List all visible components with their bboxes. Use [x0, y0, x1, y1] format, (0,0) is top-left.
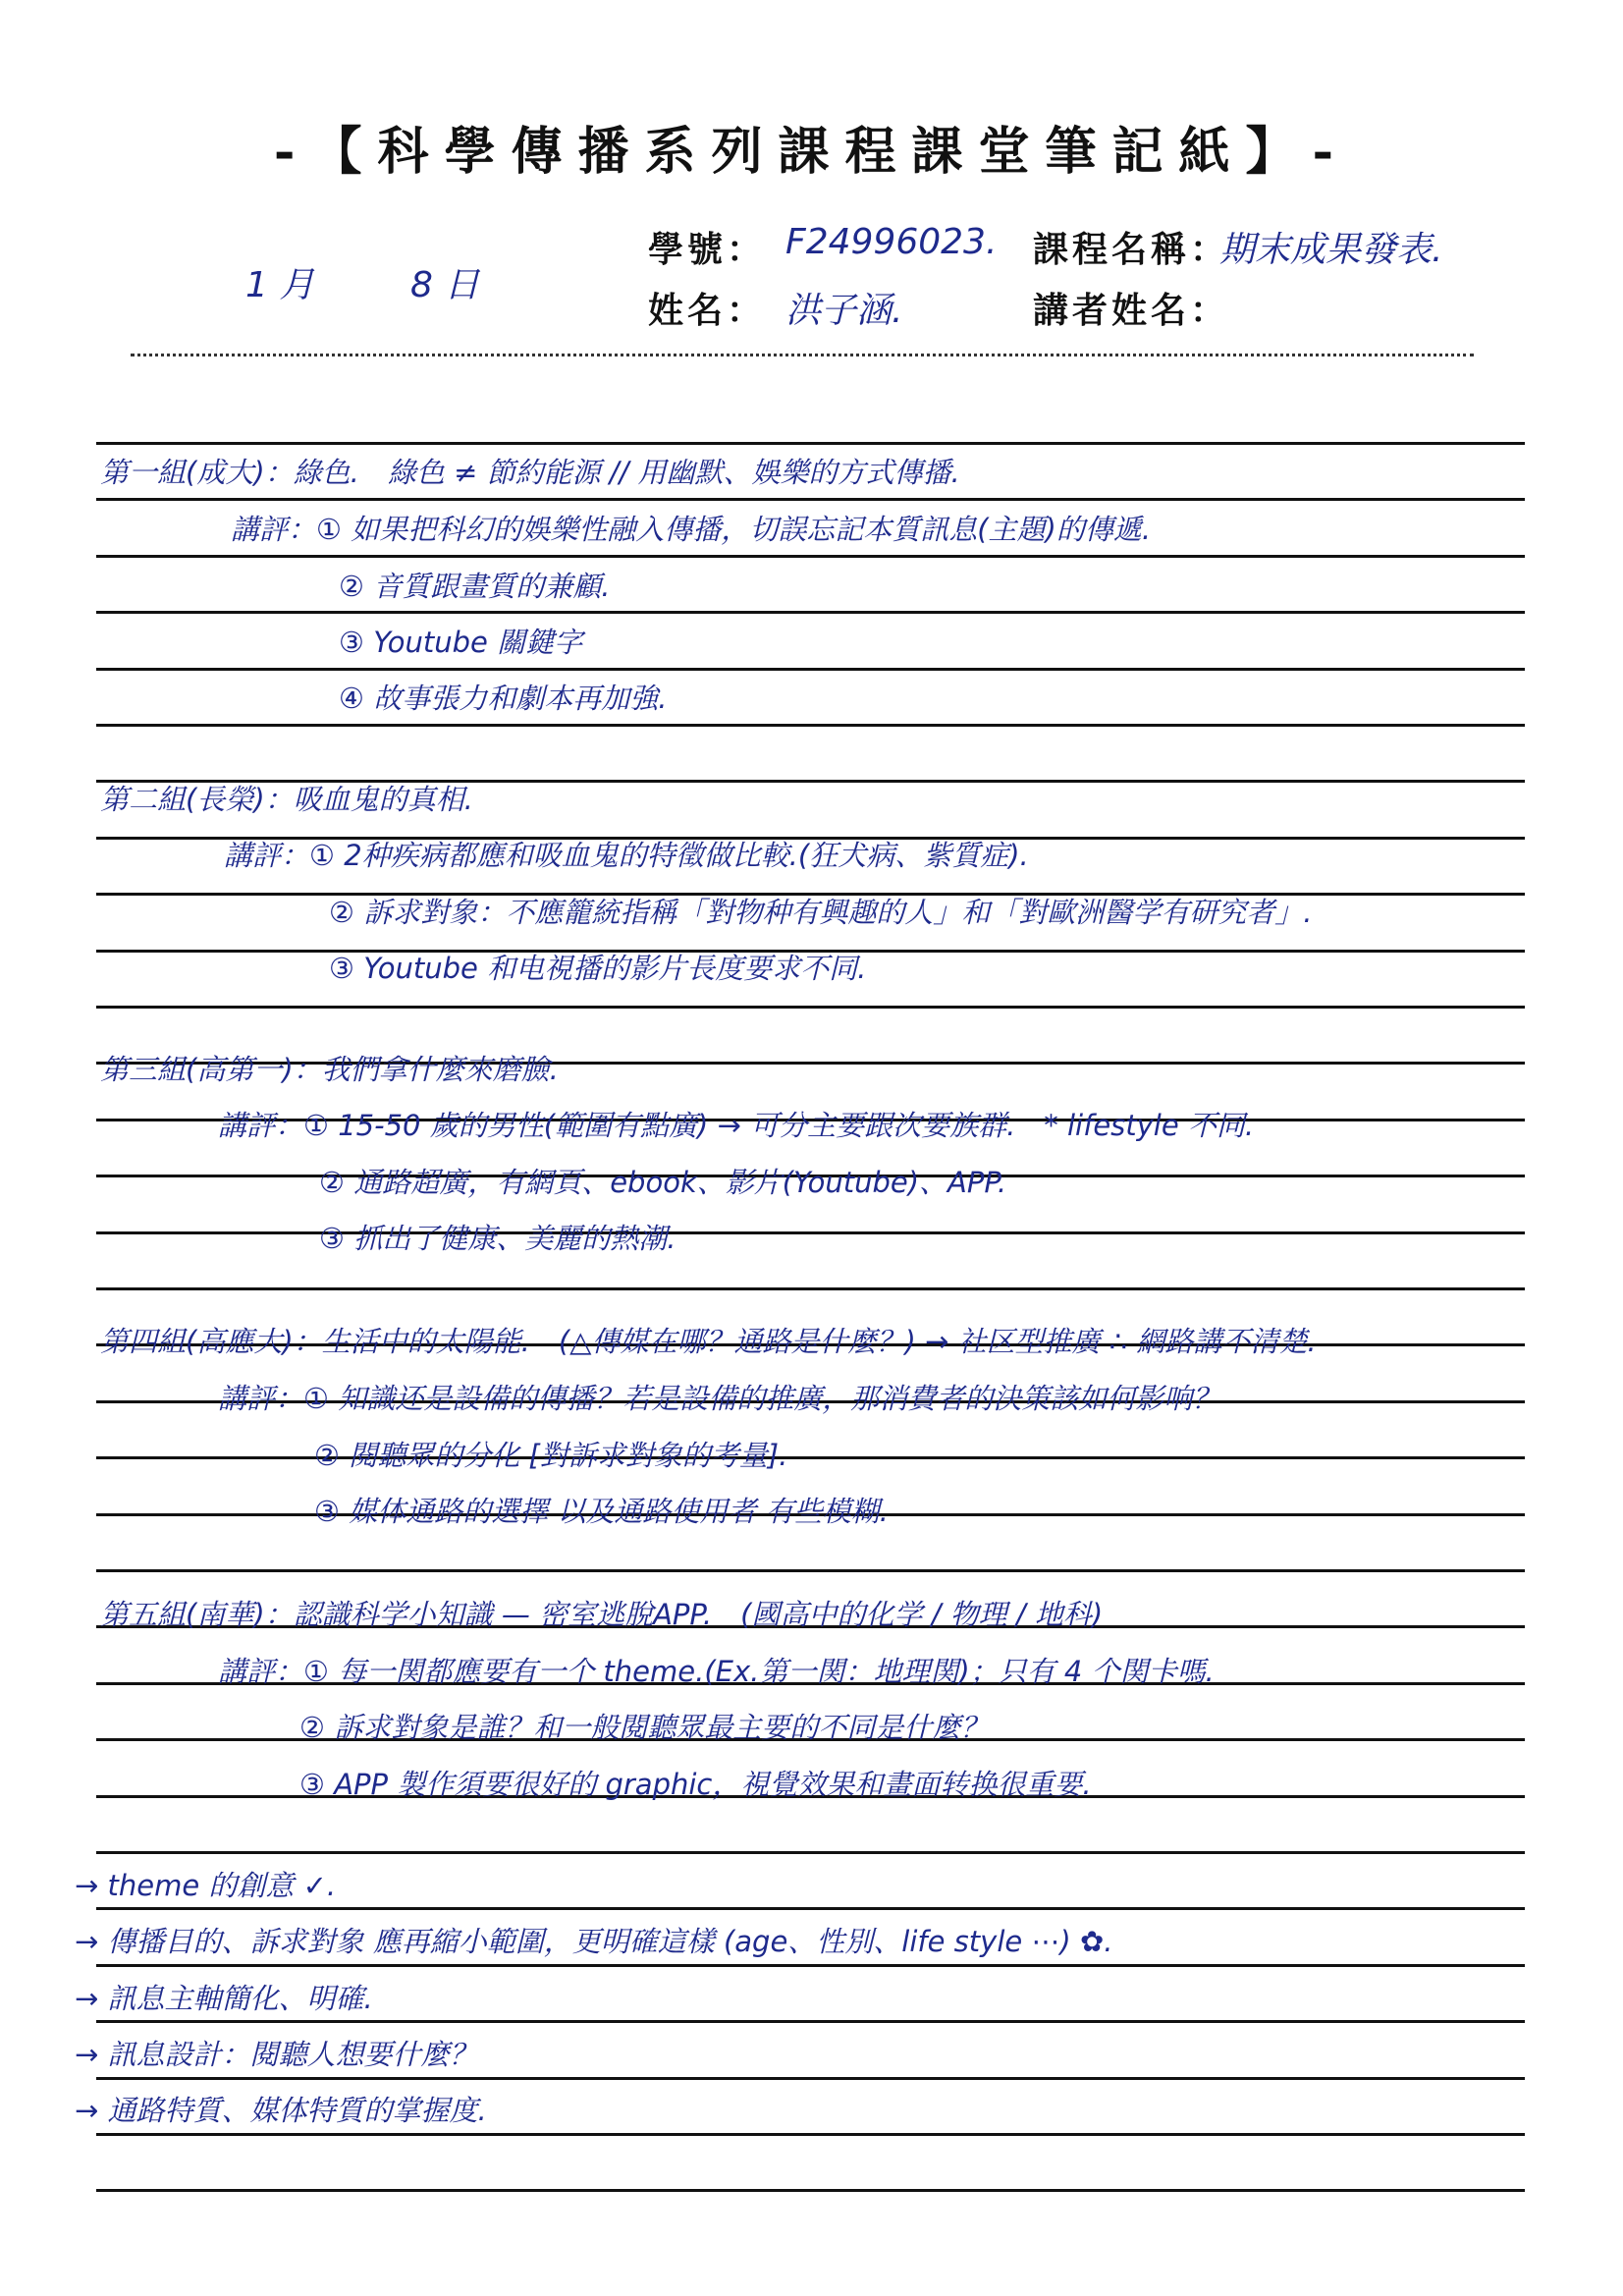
note-line: ③ Youtube 關鍵字	[339, 626, 583, 659]
course-value: 期末成果發表.	[1219, 230, 1443, 270]
note-line: ④ 故事張力和劇本再加強.	[339, 682, 668, 715]
note-line: 第一組(成大)：綠色. 綠色 ≠ 節約能源 // 用幽默、娛樂的方式傳播.	[100, 456, 960, 489]
ruled-line	[96, 611, 1525, 614]
note-line: → 訊息主軸簡化、明確.	[75, 1982, 373, 2015]
note-line: 講評：① 如果把科幻的娛樂性融入傳播，切誤忘記本質訊息(主題)的傳遞.	[231, 513, 1152, 546]
note-line: ③ 抓出了健康、美麗的熱潮.	[319, 1222, 676, 1255]
page-title: -【科學傳播系列課程課堂筆記紙】-	[273, 122, 1350, 182]
ruled-line	[96, 1964, 1525, 1967]
ruled-line	[96, 555, 1525, 558]
note-line: ② 音質跟畫質的兼顧.	[339, 570, 611, 603]
note-line: ② 通路超廣，有網頁、ebook、影片(Youtube)、APP.	[319, 1166, 1007, 1199]
ruled-line	[96, 1006, 1525, 1009]
course-label: 課程名稱：	[1033, 229, 1230, 270]
note-line: 第二組(長榮)：吸血鬼的真相.	[100, 783, 473, 816]
ruled-line	[96, 2133, 1525, 2136]
note-line: ② 訴求對象是誰？和一般閱聽眾最主要的不同是什麼？	[299, 1711, 990, 1744]
note-line: 講評：① 2种疾病都應和吸血鬼的特徵做比較.(狂犬病、紫質症).	[224, 839, 1029, 872]
note-line: → 訊息設計：閱聽人想要什麼？	[75, 2038, 478, 2071]
note-line: 第三組(高第一)：我們拿什麼來磨臉.	[100, 1053, 559, 1086]
date-day: 8 日	[410, 265, 480, 305]
student-id-value: F24996023.	[785, 222, 998, 262]
ruled-line	[96, 1569, 1525, 1572]
note-line: → 通路特質、媒体特質的掌握度.	[75, 2094, 487, 2127]
note-line: 講評：① 每一関都應要有一个 theme.(Ex.第一関：地理関)；只有 4 个関卡嗎.	[218, 1655, 1215, 1688]
ruled-line	[96, 1456, 1525, 1459]
note-line: 講評：① 知識还是設備的傳播？若是設備的推廣，那消費者的決策該如何影响？	[218, 1382, 1221, 1415]
note-line: ② 訴求對象：不應籠統指稱「對物种有興趣的人」和「對歐洲醫学有研究者」.	[329, 896, 1313, 929]
ruled-line	[96, 724, 1525, 727]
ruled-line	[96, 2077, 1525, 2080]
ruled-line	[96, 442, 1525, 445]
ruled-line	[96, 2020, 1525, 2023]
ruled-line	[96, 668, 1525, 671]
student-id-label: 學號：	[648, 229, 767, 270]
note-line: → 傳播目的、訴求對象 應再縮小範圍，更明確這樣 (age、性別、life style ⋯) ✿.	[75, 1925, 1113, 1958]
note-line: ③ Youtube 和电視播的影片長度要求不同.	[329, 952, 867, 985]
ruled-line	[96, 1851, 1525, 1854]
name-label: 姓名：	[648, 290, 767, 331]
ruled-line	[96, 1231, 1525, 1234]
speaker-label: 講者姓名：	[1033, 290, 1230, 331]
ruled-line	[96, 498, 1525, 501]
ruled-line	[96, 1287, 1525, 1290]
ruled-line	[96, 1907, 1525, 1910]
note-line: 第四組(高應大)：生活中的太陽能. (△傳媒在哪？通路是什麼？) → 社区型推廣 ∴ 網路講不清楚.	[100, 1325, 1317, 1358]
note-line: ② 閱聽眾的分化 [對訴求對象的考量].	[314, 1439, 788, 1472]
ruled-line	[96, 2189, 1525, 2192]
note-line: ③ 媒体通路的選擇 以及通路使用者 有些模糊.	[314, 1495, 889, 1528]
date-month: 1 月	[245, 265, 315, 305]
note-line: 講評：① 15-50 歲的男性(範圍有點廣) → 可分主要跟次要族群. * lifestyle 不同.	[218, 1109, 1255, 1142]
note-line: → theme 的創意 ✓.	[75, 1869, 337, 1902]
header-divider	[131, 354, 1474, 356]
note-line: ③ APP 製作須要很好的 graphic，視覺效果和畫面转换很重要.	[299, 1768, 1092, 1801]
name-value: 洪子涵.	[785, 291, 903, 331]
note-line: 第五組(南華)：認識科学小知識 — 密室逃脫APP. (國高中的化学 / 物理 / 地科)	[100, 1598, 1104, 1631]
